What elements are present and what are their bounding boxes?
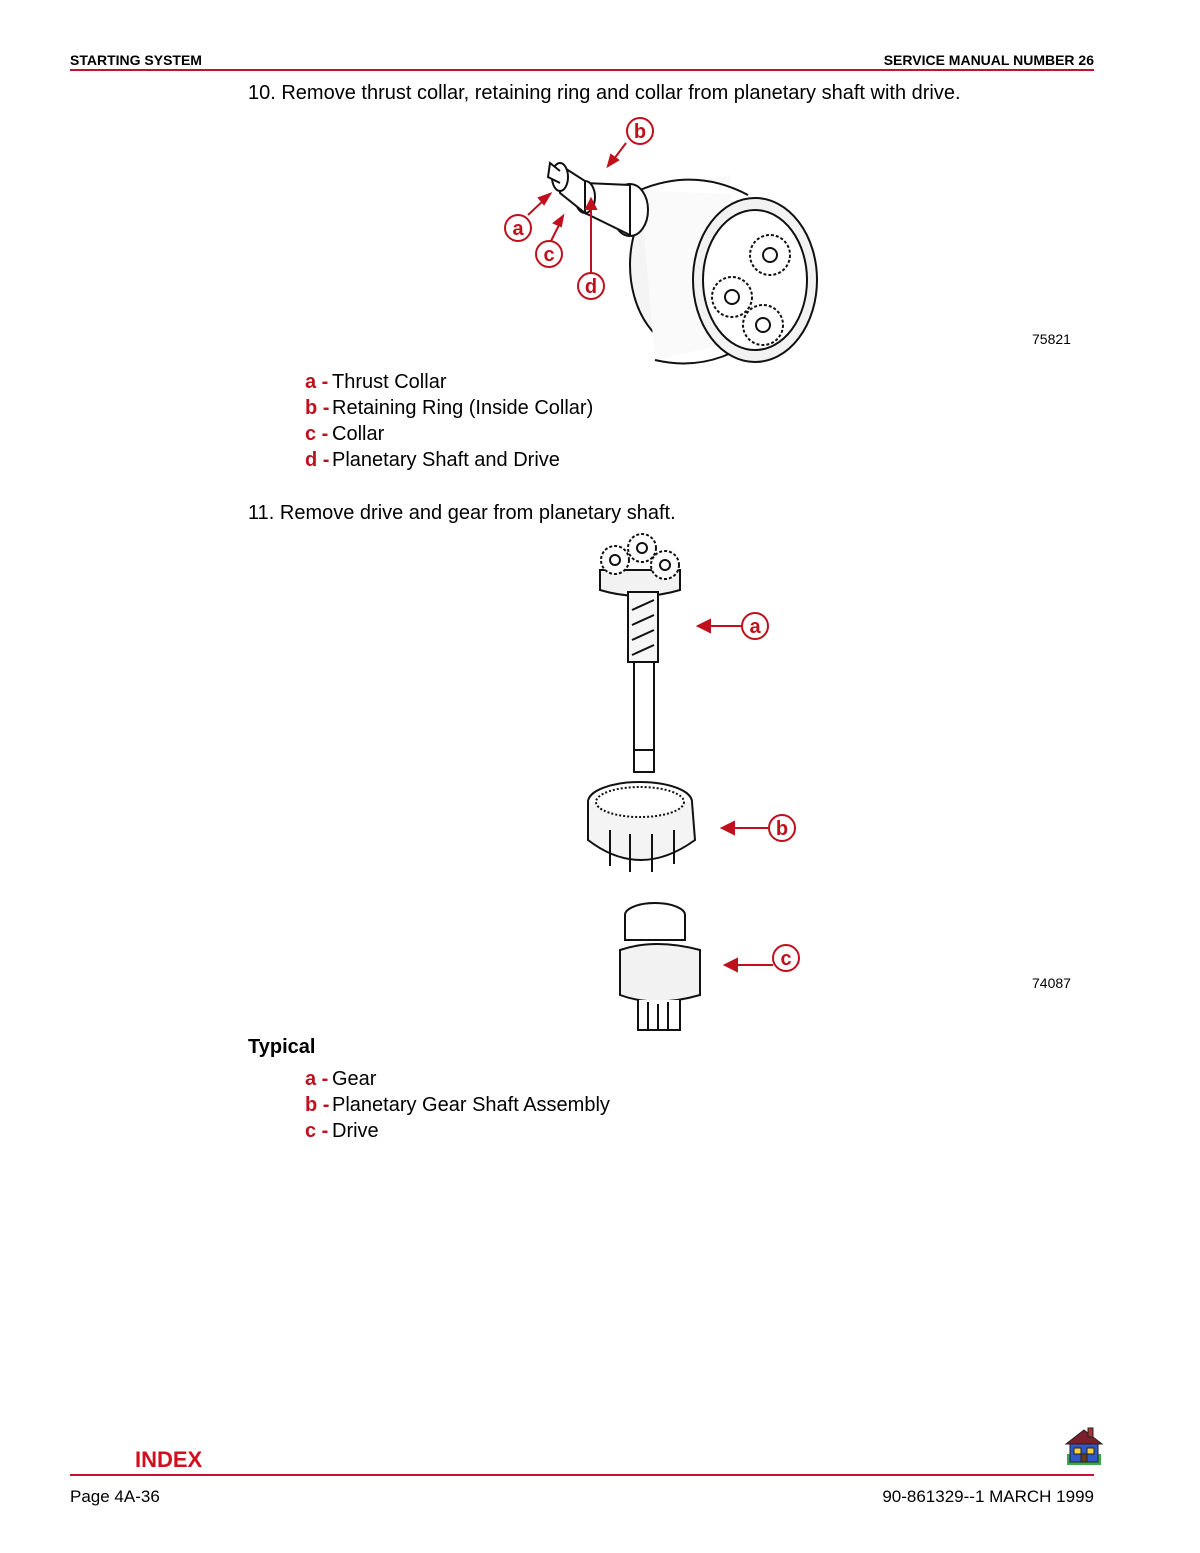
- legend-item: a - Thrust Collar: [305, 371, 447, 393]
- home-button[interactable]: [1062, 1424, 1106, 1468]
- legend-item: a - Gear: [305, 1068, 377, 1090]
- legend-item: c - Collar: [305, 423, 385, 445]
- section-title: STARTING SYSTEM: [70, 52, 202, 68]
- header-rule: [70, 69, 1094, 71]
- legend-item: b - Planetary Gear Shaft Assembly: [305, 1094, 610, 1116]
- step-11-text: 11. Remove drive and gear from planetary shaft.: [248, 502, 676, 524]
- legend-item: b - Retaining Ring (Inside Collar): [305, 397, 594, 419]
- callout-c: c: [780, 948, 792, 970]
- callout-b: b: [633, 121, 647, 143]
- figure-75821-illustration: [490, 115, 850, 370]
- figure-caption-typical: Typical: [248, 1036, 316, 1058]
- callout-a: a: [749, 616, 761, 638]
- step-10-text: 10. Remove thrust collar, retaining ring and collar from planetary shaft with drive.: [248, 82, 961, 104]
- manual-title: SERVICE MANUAL NUMBER 26: [883, 52, 1094, 68]
- figure-74087-callouts: [742, 613, 799, 971]
- document-number: 90-861329--1 MARCH 1999: [882, 1487, 1094, 1506]
- callout-b: b: [775, 818, 789, 840]
- footer-rule: [70, 1474, 1094, 1476]
- callout-d: d: [584, 276, 598, 298]
- step-11-legend: [305, 1066, 610, 1144]
- figure-number-75821: 75821: [1032, 331, 1071, 347]
- callout-a: a: [512, 218, 524, 240]
- index-link[interactable]: INDEX: [135, 1447, 203, 1472]
- callout-c: c: [543, 244, 555, 266]
- legend-item: c - Drive: [305, 1120, 379, 1142]
- house-icon: [1062, 1424, 1106, 1468]
- figure-number-74087: 74087: [1032, 975, 1071, 991]
- figure-74087-illustration: [570, 530, 810, 1040]
- legend-item: d - Planetary Shaft and Drive: [305, 449, 560, 471]
- step-10-legend: [305, 369, 593, 473]
- page-number: Page 4A-36: [70, 1487, 160, 1506]
